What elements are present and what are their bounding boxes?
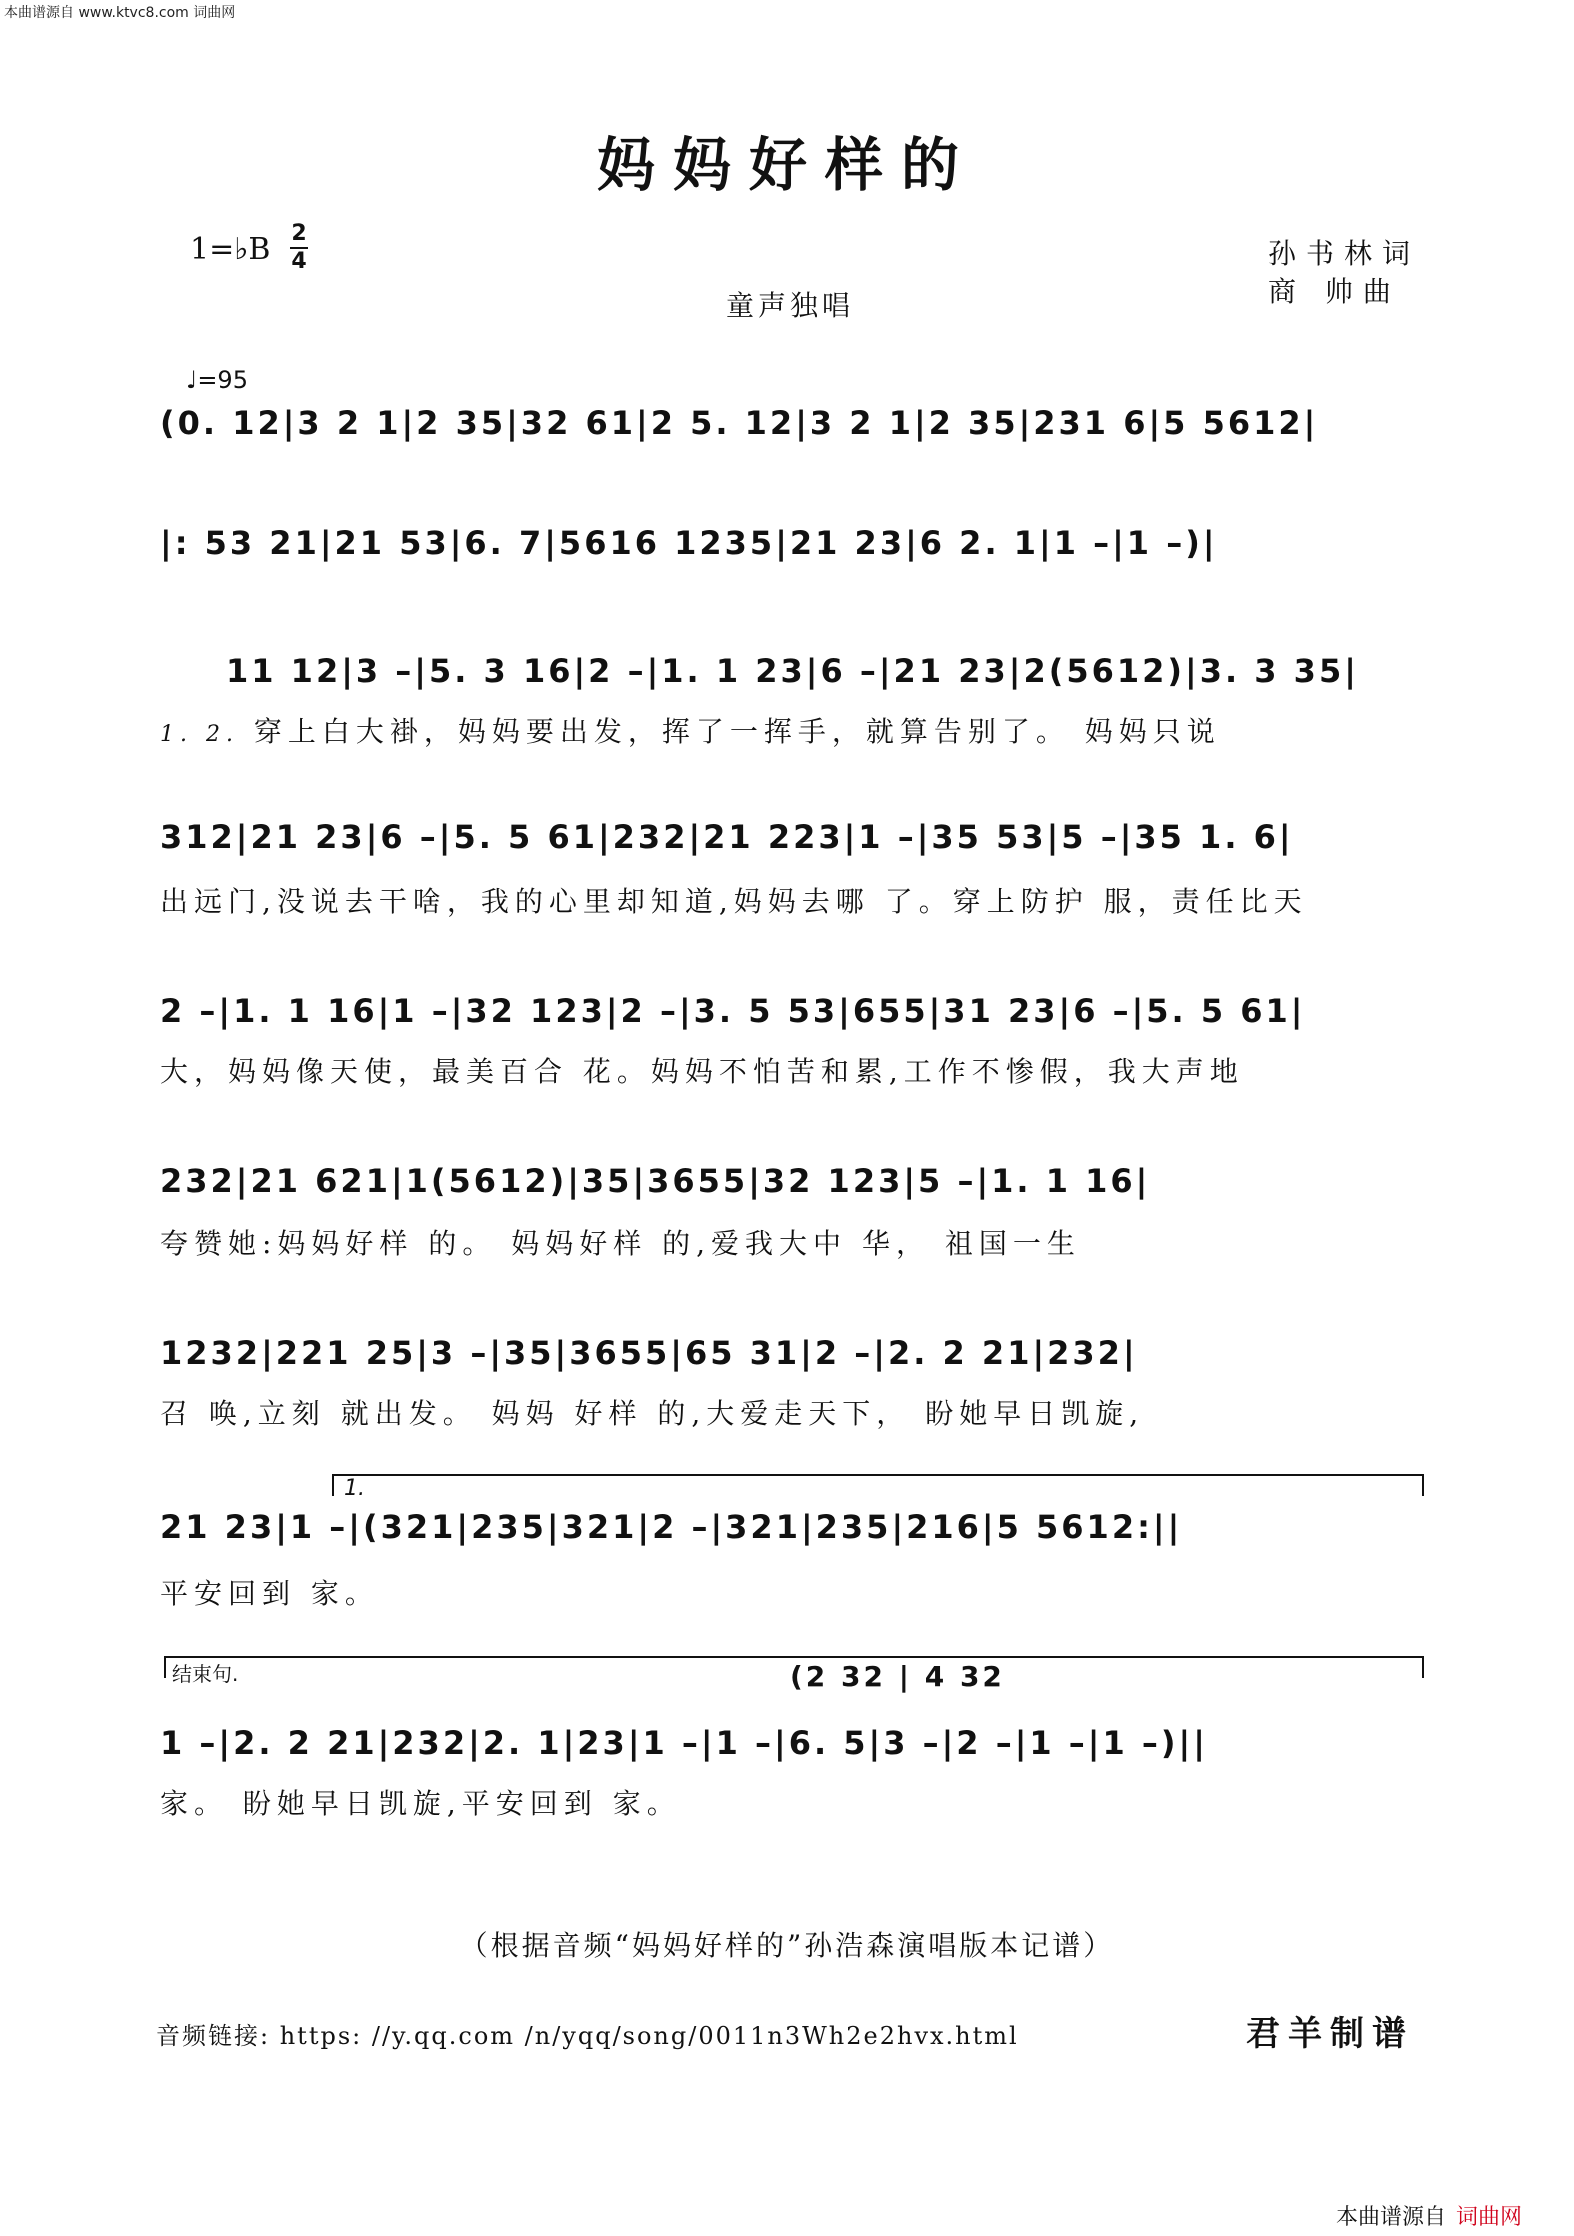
system-7-notes: 1232|221 25|3 –|35|3655|65 31|2 –|2. 2 21|232|	[160, 1334, 1138, 1372]
system-9-lyric: 家。 盼她早日凯旋,平安回到 家。	[160, 1787, 681, 1820]
system-7-lyric: 召 唤,立刻 就出发。 妈妈 好样 的,大爱走天下， 盼她早日凯旋,	[160, 1397, 1145, 1430]
system-8-notes: 21 23|1 –|(321|235|321|2 –|321|235|216|5 5612:||	[160, 1508, 1183, 1546]
system-8-lyric: 平安回到 家。	[160, 1577, 379, 1610]
system-4-notes: 312|21 23|6 –|5. 5 61|232|21 223|1 –|35 53|5 –|35 1. 6|	[160, 818, 1294, 856]
footer-brand[interactable]: 词曲网	[1456, 2205, 1523, 2230]
audio-link[interactable]: 音频链接: https: //y.qq.com /n/yqq/song/0011n3Wh2e2hvx.html	[156, 2022, 1019, 2050]
footer-watermark	[1336, 2200, 1522, 2231]
header-source: 本曲谱源自 www.ktvc8.com 词曲网	[4, 5, 236, 21]
system-6-notes: 232|21 621|1(5612)|35|3655|32 123|5 –|1. 1 16|	[160, 1162, 1151, 1200]
system-3-notes: 11 12|3 –|5. 3 16|2 –|1. 1 23|6 –|21 23|2(5612)|3. 3 35|	[226, 652, 1359, 690]
performance-type: 童声独唱	[726, 289, 855, 322]
system-3-lyric	[160, 710, 1221, 750]
key-signature: 1=♭B	[190, 232, 271, 267]
system-6-lyric: 夸赞她:妈妈好样 的。 妈妈好样 的,爱我大中 华， 祖国一生	[160, 1227, 1081, 1260]
system-5-lyric: 大，妈妈像天使，最美百合 花。妈妈不怕苦和累,工作不惨假，我大声地	[160, 1055, 1244, 1088]
lyricist-credit: 孙书林词	[1268, 237, 1421, 270]
system-1-notes: (0. 12|3 2 1|2 35|32 61|2 5. 12|3 2 1|2 35|231 6|5 5612|	[160, 404, 1319, 442]
meter-bottom: 4	[291, 249, 307, 274]
song-title: 妈妈好样的	[596, 131, 977, 199]
volta-bracket	[332, 1474, 1424, 1496]
volta-label: 1.	[344, 1476, 365, 1501]
transcription-source-note: （根据音频“妈妈好样的”孙浩森演唱版本记谱）	[459, 1929, 1115, 1962]
ossia-notes: (2 32 | 4 32	[790, 1660, 1005, 1693]
ending-label: 结束句.	[172, 1662, 239, 1686]
tempo-marking: ♩=95	[186, 366, 248, 394]
time-signature	[290, 222, 308, 274]
footer-text: 本曲谱源自	[1336, 2205, 1447, 2230]
meter-top: 2	[291, 221, 307, 246]
system-4-lyric: 出远门,没说去干啥，我的心里却知道,妈妈去哪 了。穿上防护 服，责任比天	[160, 885, 1308, 918]
system-3-lyric-text: 穿上白大褂，妈妈要出发，挥了一挥手，就算告别了。 妈妈只说	[253, 715, 1221, 748]
system-9-notes: 1 –|2. 2 21|232|2. 1|23|1 –|1 –|6. 5|3 –|2 –|1 –|1 –)||	[160, 1724, 1208, 1762]
transcriber-signature: 君羊制谱	[1246, 2014, 1414, 2054]
composer-credit: 商 帅曲	[1268, 275, 1401, 308]
system-5-notes: 2 –|1. 1 16|1 –|32 123|2 –|3. 5 53|655|31 23|6 –|5. 5 61|	[160, 992, 1306, 1030]
system-2-notes: |: 53 21|21 53|6. 7|5616 1235|21 23|6 2. 1|1 –|1 –)|	[160, 524, 1218, 562]
verse-number: 1. 2.	[160, 722, 239, 747]
